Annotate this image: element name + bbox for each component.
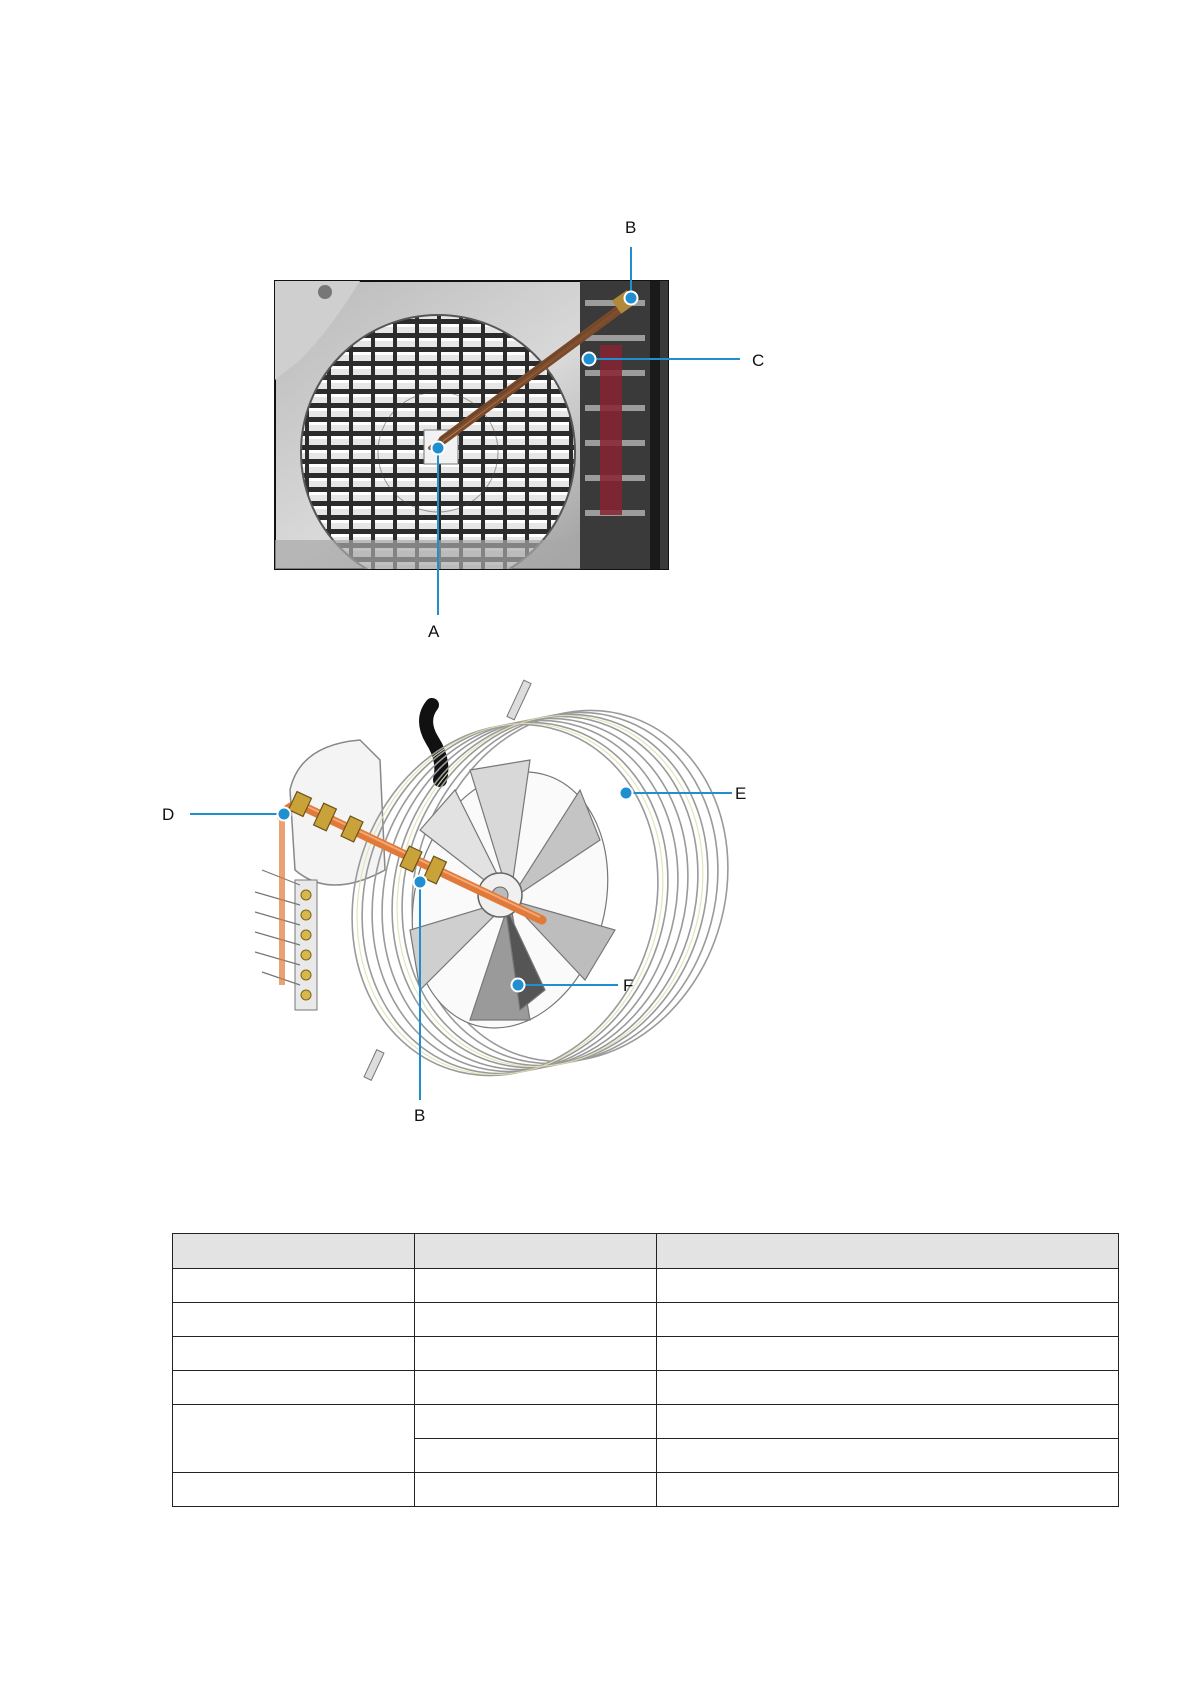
table-header-cell	[173, 1234, 415, 1269]
table-cell	[173, 1269, 415, 1303]
table-cell-merged	[173, 1405, 415, 1473]
table-cell	[415, 1371, 657, 1405]
table-cell	[657, 1337, 1119, 1371]
table-cell	[657, 1473, 1119, 1507]
table-cell	[415, 1337, 657, 1371]
marker-d	[278, 808, 291, 821]
callout-c-photo: C	[752, 351, 765, 370]
table-cell	[657, 1405, 1119, 1439]
table-cell	[657, 1303, 1119, 1337]
callout-e: E	[735, 784, 747, 803]
table-cell	[415, 1269, 657, 1303]
table-cell	[657, 1371, 1119, 1405]
table-cell	[657, 1269, 1119, 1303]
table-cell	[415, 1405, 657, 1439]
callout-b-illustration: B	[414, 1106, 426, 1125]
fan-assembly	[255, 670, 773, 1115]
callout-f: F	[623, 976, 634, 995]
table-row	[173, 1303, 1119, 1337]
table-row	[173, 1337, 1119, 1371]
table-cell	[173, 1473, 415, 1507]
table-cell	[173, 1303, 415, 1337]
table-row	[173, 1405, 1119, 1439]
marker-f	[512, 979, 525, 992]
table-cell	[415, 1473, 657, 1507]
terminal-block	[255, 870, 317, 1010]
table-row	[173, 1473, 1119, 1507]
callout-b-photo: B	[625, 218, 637, 237]
callout-d: D	[162, 805, 175, 824]
table-cell	[415, 1439, 657, 1473]
table-cell	[173, 1371, 415, 1405]
table-header-row	[173, 1234, 1119, 1269]
marker-b-illustration	[414, 876, 427, 889]
table-cell	[415, 1303, 657, 1337]
callout-a-photo: A	[428, 622, 440, 641]
marker-e	[620, 787, 633, 800]
table-cell	[657, 1439, 1119, 1473]
table-cell	[173, 1337, 415, 1371]
parts-table	[172, 1233, 1119, 1507]
table-header-cell	[657, 1234, 1119, 1269]
table-row	[173, 1269, 1119, 1303]
table-row	[173, 1371, 1119, 1405]
table-header-cell	[415, 1234, 657, 1269]
